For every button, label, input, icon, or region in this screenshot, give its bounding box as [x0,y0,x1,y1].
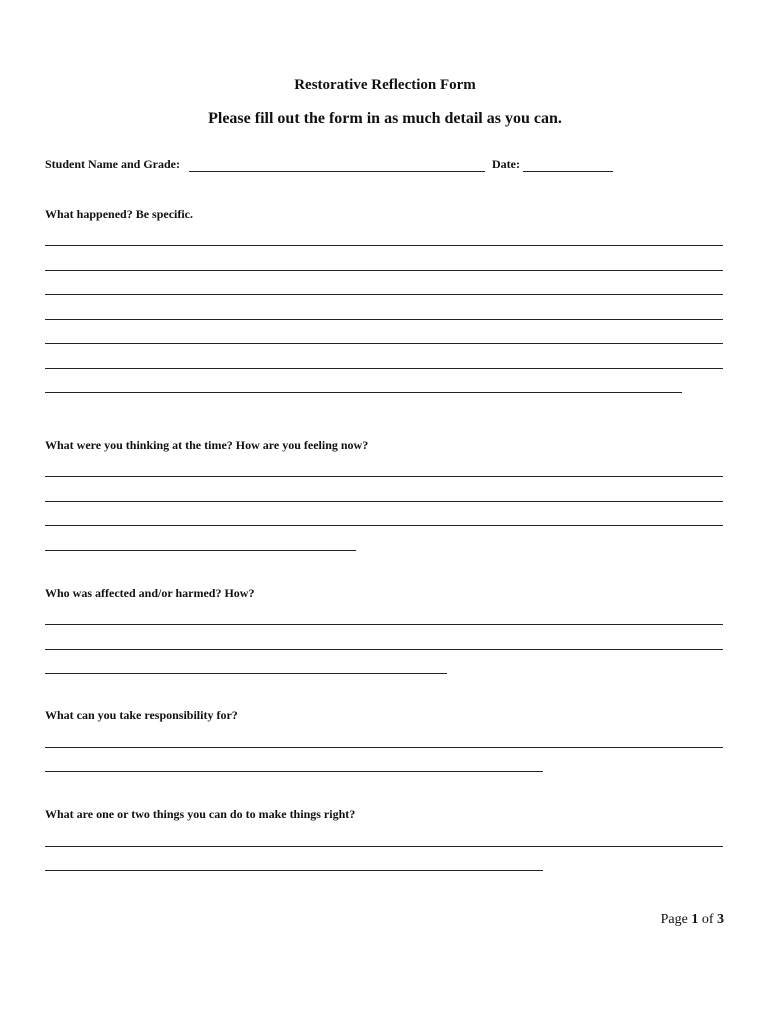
question-3: Who was affected and/or harmed? How? [45,586,255,600]
form-subtitle: Please fill out the form in as much detail as you can. [208,110,562,127]
question-1: What happened? Be specific. [45,207,194,221]
of-word: of [701,912,714,927]
current-page: 1 [691,912,699,927]
date-label: Date: [492,157,520,171]
student-info-row [45,157,613,175]
answer-line[interactable] [45,673,447,674]
total-pages: 3 [717,912,724,927]
answer-line[interactable] [45,624,723,625]
answer-line[interactable] [45,245,723,246]
answer-line[interactable] [45,343,723,344]
answer-line[interactable] [45,771,543,772]
page-number [600,912,724,928]
answer-line[interactable] [45,392,682,393]
answer-line[interactable] [45,501,723,502]
answer-line[interactable] [45,846,723,847]
question-2: What were you thinking at the time? How are you feeling now? [45,438,369,452]
answer-line[interactable] [45,550,356,551]
form-title: Restorative Reflection Form [294,77,476,93]
answer-line[interactable] [45,747,723,748]
answer-line[interactable] [45,525,723,526]
answer-line[interactable] [45,870,543,871]
answer-line[interactable] [45,294,723,295]
answer-line[interactable] [45,649,723,650]
date-field[interactable] [523,159,613,172]
page-word: Page [660,912,688,927]
question-5: What are one or two things you can do to make things right? [45,807,356,821]
answer-line[interactable] [45,476,723,477]
answer-line[interactable] [45,368,723,369]
student-name-label: Student Name and Grade: [45,157,181,171]
answer-line[interactable] [45,270,723,271]
student-name-field[interactable] [189,159,485,172]
question-4: What can you take responsibility for? [45,708,238,722]
answer-line[interactable] [45,319,723,320]
